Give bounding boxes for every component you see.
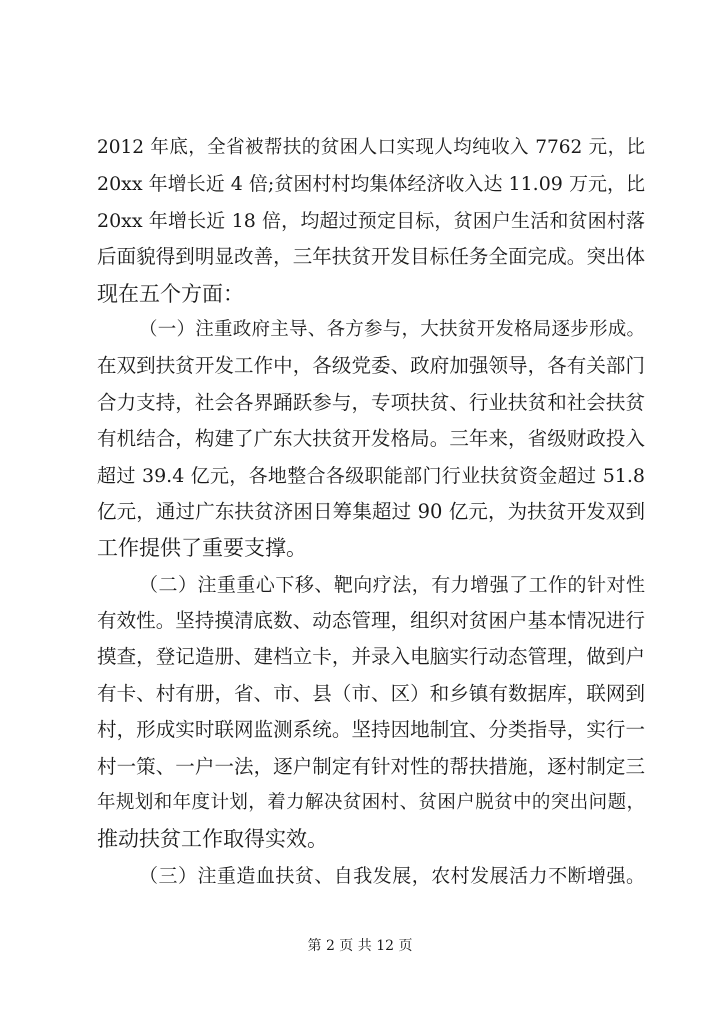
text-line: 有机结合，构建了广东大扶贫开发格局。三年来，省级财政投入	[97, 427, 645, 451]
text-line: 村一策、一户一法，逐户制定有针对性的帮扶措施，逐村制定三	[97, 754, 645, 778]
text-line: 村，形成实时联网监测系统。坚持因地制宜、分类指导，实行一	[97, 718, 645, 742]
text-line: 在双到扶贫开发工作中，各级党委、政府加强领导，各有关部门	[97, 354, 645, 378]
text-line: 2012 年底，全省被帮扶的贫困人口实现人均纯收入 7762 元，比	[97, 137, 645, 158]
text-line: 工作提供了重要支撑。	[97, 536, 307, 561]
text-line: （三）注重造血扶贫、自我发展，农村发展活力不断增强。	[139, 864, 645, 887]
text-line: 亿元，通过广东扶贫济困日筹集超过 90 亿元，为扶贫开发双到	[97, 499, 645, 523]
text-line: 20xx 年增长近 4 倍;贫困村村均集体经济收入达 11.09 万元，比	[97, 173, 645, 196]
page-footer	[0, 936, 720, 956]
text-line: 合力支持，社会各界踊跃参与，专项扶贫、行业扶贫和社会扶贫	[97, 390, 645, 414]
text-line: 有卡、村有册，省、市、县（市、区）和乡镇有数据库，联网到	[97, 681, 645, 705]
text-line: 20xx 年增长近 18 倍，均超过预定目标，贫困户生活和贫困村落	[97, 209, 645, 232]
text-line: 后面貌得到明显改善，三年扶贫开发目标任务全面完成。突出体	[97, 245, 645, 269]
text-line: 现在五个方面：	[97, 281, 244, 306]
text-line: （一）注重政府主导、各方参与，大扶贫开发格局逐步形成。	[139, 318, 645, 340]
text-line: 年规划和年度计划，着力解决贫困村、贫困户脱贫中的突出问题，	[97, 792, 645, 814]
page-number: 第 2 页 共 12 页	[307, 938, 413, 954]
text-line: 摸查，登记造册、建档立卡，并录入电脑实行动态管理，做到户	[97, 645, 645, 669]
text-line: 有效性。坚持摸清底数、动态管理，组织对贫困户基本情况进行	[97, 609, 645, 633]
text-line: 超过 39.4 亿元，各地整合各级职能部门行业扶贫资金超过 51.8	[97, 464, 645, 487]
text-line: 推动扶贫工作取得实效。	[97, 827, 328, 852]
body-text	[97, 130, 645, 894]
text-line: （二）注重重心下移、靶向疗法，有力增强了工作的针对性	[139, 573, 645, 596]
